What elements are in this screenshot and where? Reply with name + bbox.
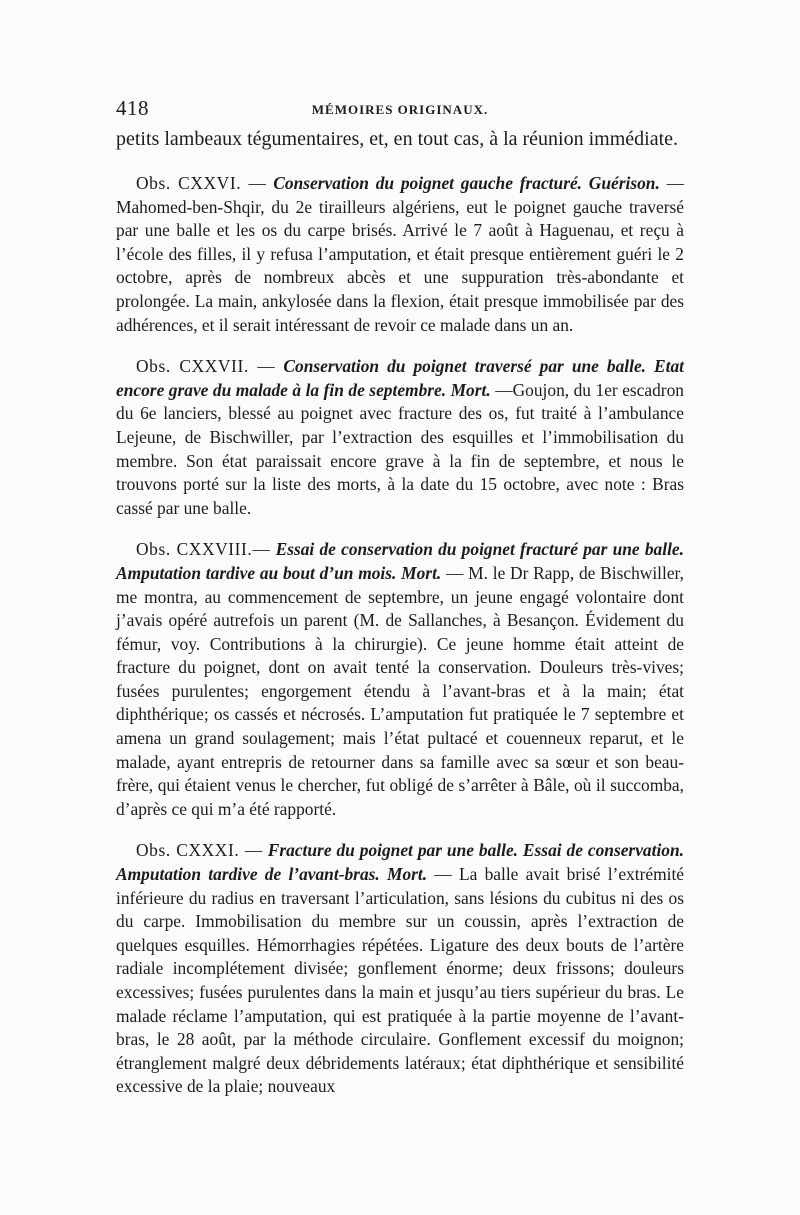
- observation-label: Obs. CXXVI. —: [136, 173, 267, 193]
- observation-title: Fracture du poignet par une balle. Essai de conservation. Amputation tardive de l’avant-bras. Mort.: [116, 840, 684, 885]
- observation-title: Conservation du poignet traversé par une balle. Etat encore grave du malade à la fin de septembre. Mort.: [116, 356, 684, 400]
- observation-body: — La balle avait brisé l’extrémité inférieure du radius en traversant l’articulation, sans lésions du cubitus ni des os du carpe. Immobilisation du membre sur un coussin, après l’extraction de quelques esquilles. Hémorrhagies répétées. Ligature des deux bouts de l’artère radiale incomplétement divisée; gonflement énorme; deux frissons; douleurs excessives; fusées purulentes dans la main et jusqu’au tiers supérieur du bras. Le malade réclame l’amputation, qui est pratiquée à la partie moyenne de l’avant-bras, le 28 août, par la méthode circulaire. Gonflement excessif du moignon; étranglement malgré deux débridements latéraux; état diphthérique et sensibilité excessive de la plaie; nouveaux: [116, 864, 684, 1097]
- observation-title: Conservation du poignet gauche fracturé. Guérison.: [273, 173, 660, 193]
- observation-body: — Mahomed-ben-Shqir, du 2e tirailleurs algériens, eut le poignet gauche traversé par une balle et les os du carpe brisés. Arrivé le 7 août à Haguenau, et reçu à l’école des filles, il y refusa l’amputation, et était presque entièrement guéri le 2 octobre, après de nombreux abcès et une suppuration très-abondante et prolongée. La main, ankylosée dans la flexion, était presque immobilisée par des adhérences, et il serait intéressant de revoir ce malade dans un an.: [116, 173, 684, 335]
- observation-label: Obs. CXXVIII.—: [136, 539, 271, 560]
- observation-body: —Goujon, du 1er escadron du 6e lanciers, blessé au poignet avec fracture des os, fut traité à l’ambulance Lejeune, de Bischwiller, par l’extraction des esquilles et l’immobilisation du membre. Son état paraissait encore grave à la fin de septembre, et nous le trouvons porté sur la liste des morts, à la date du 15 octobre, avec note : Bras cassé par une balle.: [116, 379, 684, 518]
- observation-126: [116, 172, 684, 337]
- observation-label: Obs. CXXVII. —: [136, 356, 276, 377]
- running-head: [116, 96, 684, 126]
- observation-body: — M. le Dr Rapp, de Bischwiller, me montra, au commencement de septembre, un jeune engagé volontaire dont j’avais opéré autrefois un parent (M. de Sallanches, à Besançon. Évidement du fémur, voy. Contributions à la chirurgie). Ce jeune homme était atteint de fracture du poignet, dont on avait tenté la conservation. Douleurs très-vives; fusées purulentes; engorgement étendu à l’avant-bras et à la main; état diphthérique; os cassés et nécrosés. L’amputation fut pratiquée le 7 septembre et amena un grand soulagement; mais l’état pultacé et couenneux reparut, et le malade, ayant entrepris de retourner dans sa famille avec sa sœur et son beau-frère, qui étaient venus le chercher, fut obligé de s’arrêter à Bâle, où il succomba, d’après ce qui m’a été rapporté.: [116, 562, 684, 819]
- book-page: [116, 96, 684, 1117]
- page-number: 418: [116, 96, 149, 120]
- continuation-paragraph: petits lambeaux tégumentaires, et, en tout cas, à la réunion immédiate.: [116, 128, 679, 150]
- observation-128: [116, 538, 684, 821]
- observation-title: Essai de conservation du poignet fracturé par une balle. Amputation tardive au bout d’un mois. Mort.: [116, 539, 684, 583]
- observation-127: [116, 355, 684, 520]
- observation-label: Obs. CXXXI. —: [136, 840, 263, 861]
- observation-131: [116, 839, 684, 1099]
- running-title: MÉMOIRES ORIGINAUX.: [311, 102, 489, 117]
